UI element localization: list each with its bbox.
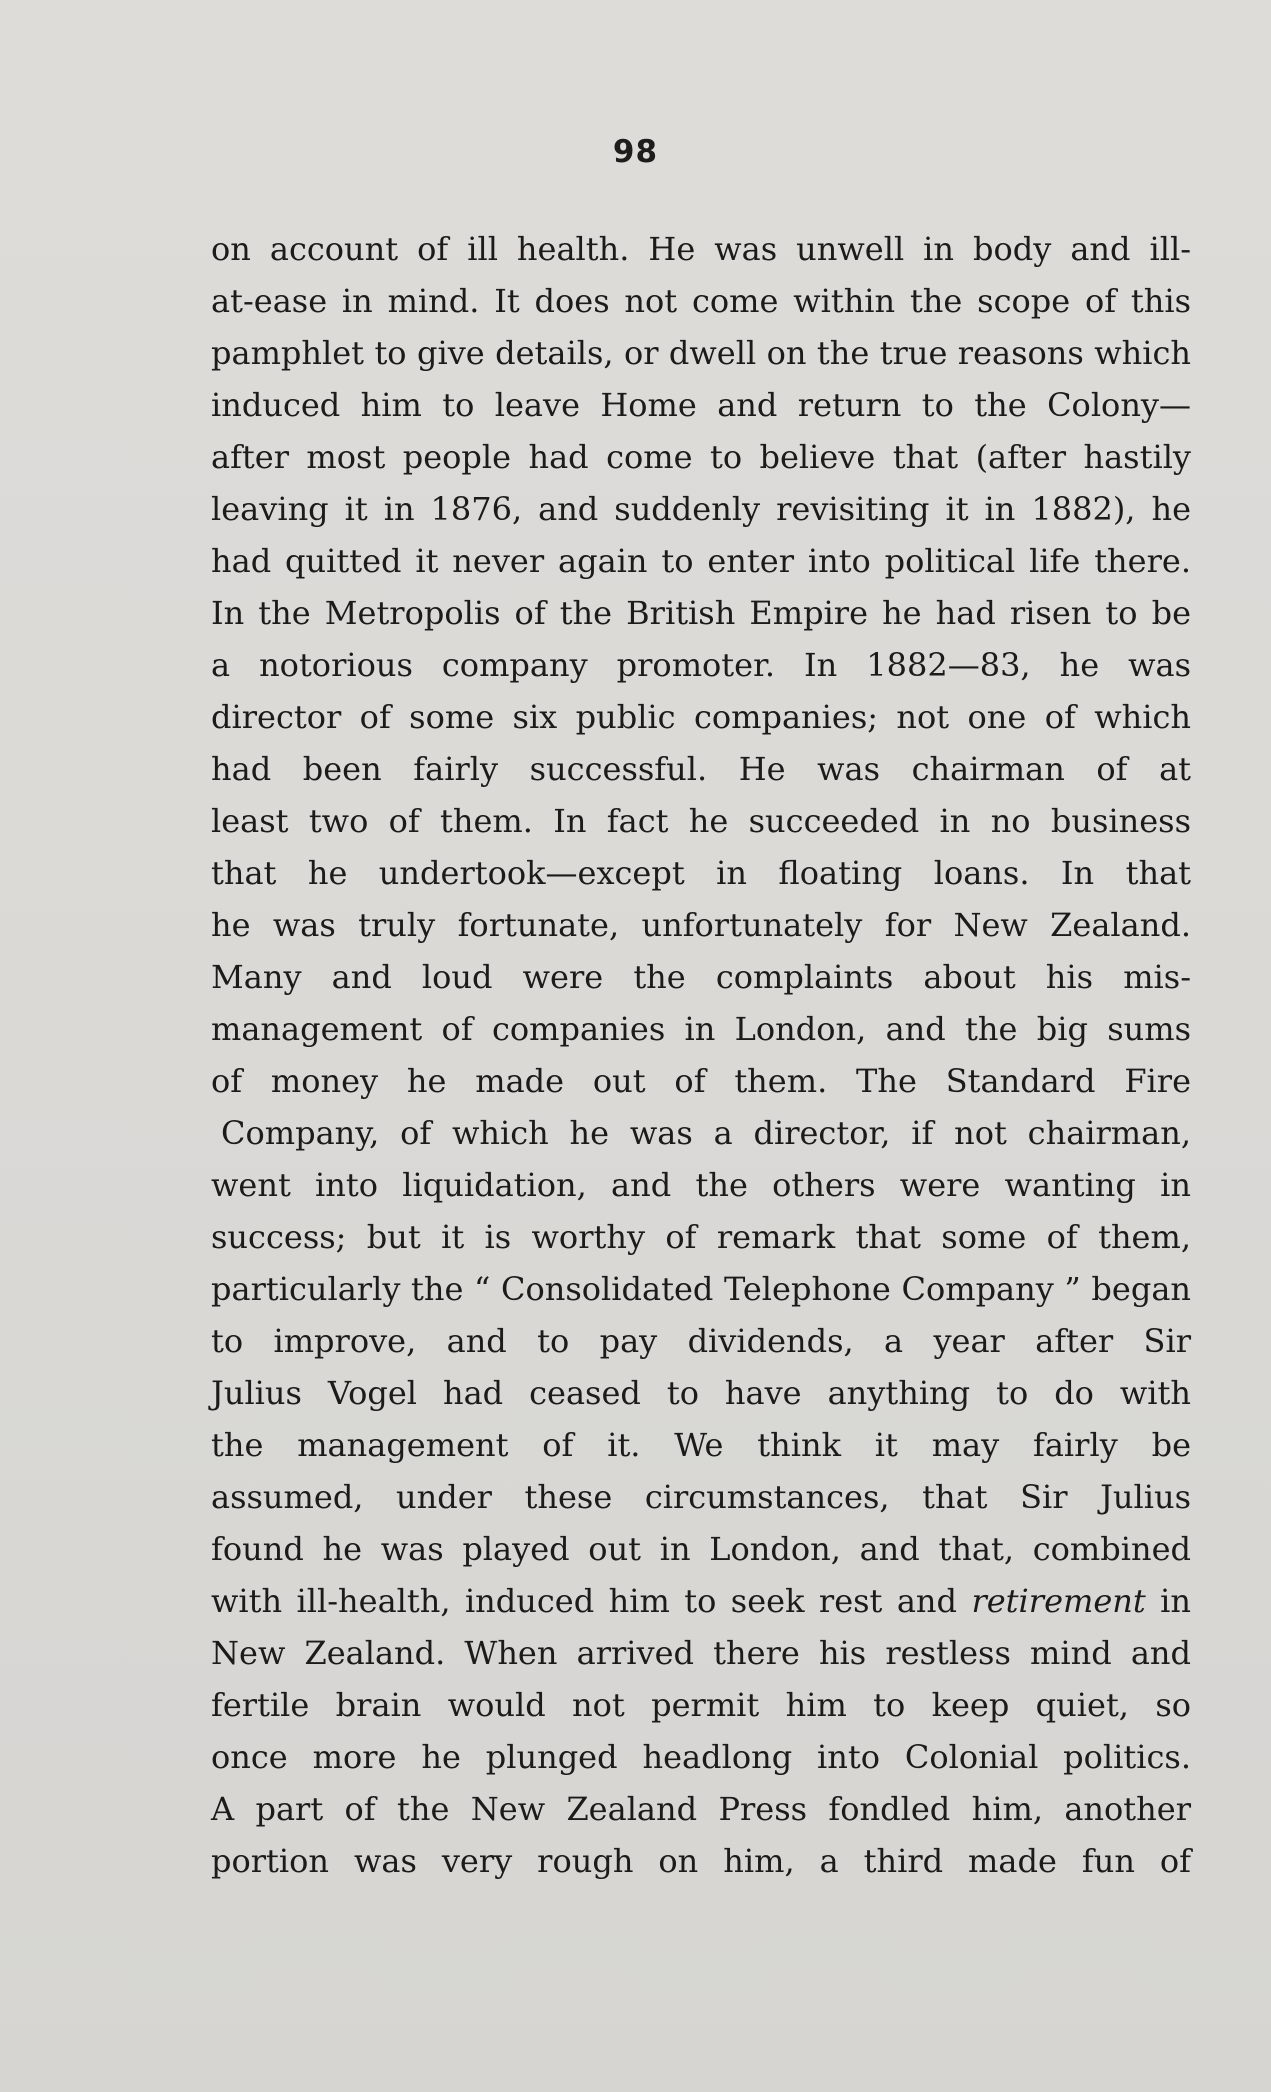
text-line: went into liquidation, and the others were wanting in xyxy=(211,1166,1191,1204)
text-line: induced him to leave Home and return to the Colony— xyxy=(211,386,1191,424)
text-line: assumed, under these circumstances, that Sir Julius xyxy=(211,1478,1191,1516)
text-line: a notorious company promoter. In 1882—83, he was xyxy=(211,646,1191,684)
text-line: fertile brain would not permit him to keep quiet, so xyxy=(211,1686,1191,1724)
text-line: Company, of which he was a director, if not chairman, xyxy=(221,1114,1191,1152)
text-line: New Zealand. When arrived there his restless mind and xyxy=(211,1634,1191,1672)
text-line-tail: in xyxy=(1145,1582,1192,1620)
text-line: least two of them. In fact he succeeded in no business xyxy=(211,802,1191,840)
text-line: to improve, and to pay dividends, a year after Sir xyxy=(211,1322,1191,1360)
body-text xyxy=(211,223,1191,1887)
text-line: at-ease in mind. It does not come within the scope of this xyxy=(211,282,1191,320)
text-line: management of companies in London, and the big sums xyxy=(211,1010,1191,1048)
text-line: Julius Vogel had ceased to have anything to do with xyxy=(211,1374,1191,1412)
text-line: after most people had come to believe that (after hastily xyxy=(211,438,1191,476)
text-line: success; but it is worthy of remark that some of them, xyxy=(211,1218,1191,1256)
text-line: portion was very rough on him, a third made fun of xyxy=(211,1842,1191,1880)
page-number: 98 xyxy=(612,134,659,170)
text-line: had quitted it never again to enter into political life there. xyxy=(211,542,1191,580)
text-line: Many and loud were the complaints about his mis- xyxy=(211,958,1191,996)
text-line: on account of ill health. He was unwell in body and ill- xyxy=(211,230,1191,268)
text-line: particularly the “ Consolidated Telephone Company ” began xyxy=(211,1270,1191,1308)
text-line: he was truly fortunate, unfortunately for New Zealand. xyxy=(211,906,1191,944)
text-line: had been fairly successful. He was chairman of at xyxy=(211,750,1191,788)
text-line: In the Metropolis of the British Empire he had risen to be xyxy=(211,594,1191,632)
text-line: found he was played out in London, and that, combined xyxy=(211,1530,1191,1568)
text-line: the management of it. We think it may fairly be xyxy=(211,1426,1191,1464)
text-line-mixed xyxy=(211,1575,1191,1627)
text-line: that he undertook—except in floating loans. In that xyxy=(211,854,1191,892)
text-line: director of some six public companies; not one of which xyxy=(211,698,1191,736)
text-line: leaving it in 1876, and suddenly revisiting it in 1882), he xyxy=(211,490,1191,528)
text-line-lead: with ill-health, induced him to seek rest and xyxy=(211,1582,972,1620)
text-line: pamphlet to give details, or dwell on the true reasons which xyxy=(211,334,1191,372)
italic-word: retirement xyxy=(971,1582,1146,1620)
text-line: A part of the New Zealand Press fondled him, another xyxy=(211,1790,1191,1828)
text-line: of money he made out of them. The Standard Fire xyxy=(211,1062,1191,1100)
text-line: once more he plunged headlong into Colonial politics. xyxy=(211,1738,1191,1776)
